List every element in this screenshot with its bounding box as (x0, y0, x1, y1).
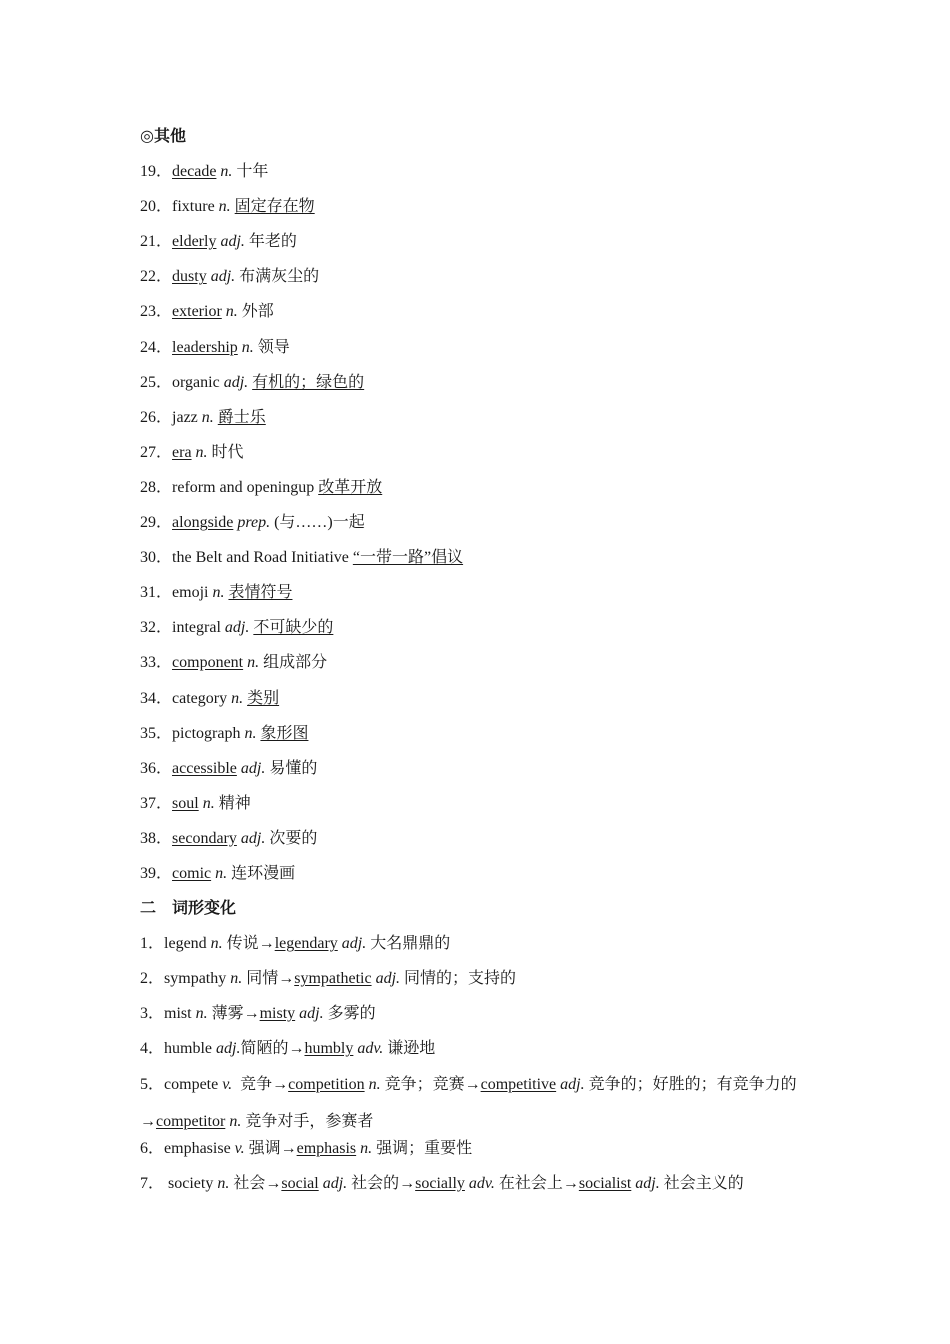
item-number: 35 (140, 724, 156, 742)
vocab-item: 37．soul n. 精神 (140, 794, 251, 812)
vocab-item: 29．alongside prep. (与……)一起 (140, 514, 365, 532)
vocab-meaning: “一带一路”倡议 (352, 549, 464, 567)
word-form-item: 1．legend n. 传说→legendary adj. 大名鼎鼎的 (140, 935, 451, 953)
item-number: 38 (140, 829, 156, 847)
part-of-speech: n. (368, 1075, 381, 1093)
part-of-speech: adj. (220, 233, 245, 251)
vocab-meaning: 时代 (211, 443, 244, 461)
word-form-item: 2．sympathy n. 同情→sympathetic adj. 同情的；支持的 (140, 970, 517, 988)
vocab-item: 28．reform and openingup 改革开放 (140, 478, 383, 496)
item-number: 26 (140, 408, 156, 426)
form-text: mist (164, 1005, 196, 1023)
vocab-meaning: 年老的 (248, 233, 297, 251)
vocab-word: leadership (172, 338, 238, 356)
vocab-meaning: 爵士乐 (217, 408, 266, 426)
item-number: 5 (140, 1075, 148, 1093)
part-of-speech: adj. (224, 619, 250, 637)
vocab-word: jazz (172, 408, 198, 426)
part-of-speech: n. (244, 724, 257, 742)
vocab-word: dusty (172, 268, 207, 286)
derived-word: competitive (480, 1075, 557, 1093)
form-text: 竞争对手，参赛者 (241, 1112, 374, 1130)
item-number: 2 (140, 970, 148, 988)
vocab-meaning: 有机的；绿色的 (252, 373, 365, 391)
vocab-word: secondary (172, 829, 237, 847)
vocab-item: 27．era n. 时代 (140, 443, 244, 461)
item-number: 28 (140, 478, 156, 496)
vocab-meaning: 连环漫画 (231, 864, 296, 882)
form-text: 强调；重要性 (372, 1139, 473, 1157)
form-text: 薄雾→ (207, 1005, 260, 1023)
vocab-word: emoji (172, 584, 209, 602)
part-of-speech: n. (218, 198, 231, 216)
vocab-item: 39．comic n. 连环漫画 (140, 864, 296, 882)
part-of-speech: adj. (635, 1174, 660, 1192)
vocab-word: component (172, 654, 244, 672)
item-number: 39 (140, 864, 156, 882)
part-of-speech: adj. (223, 373, 249, 391)
part-of-speech: n. (210, 935, 223, 953)
part-of-speech: n. (230, 970, 243, 988)
item-number: 36 (140, 759, 156, 777)
vocab-item: 22．dusty adj. 布满灰尘的 (140, 268, 320, 286)
form-text: 简陋的→ (240, 1040, 305, 1058)
item-number: 31 (140, 584, 156, 602)
derived-word: humbly (304, 1040, 354, 1058)
vocab-meaning: 精神 (218, 794, 251, 812)
part-of-speech: n. (217, 1174, 230, 1192)
vocab-item: 31．emoji n. 表情符号 (140, 584, 293, 602)
item-number: 29 (140, 514, 156, 532)
item-number: 27 (140, 443, 156, 461)
form-text: sympathy (164, 970, 231, 988)
item-number: 20 (140, 198, 156, 216)
part-of-speech: n. (195, 443, 208, 461)
vocab-item: 25．organic adj. 有机的；绿色的 (140, 373, 365, 391)
form-text: emphasise (164, 1139, 235, 1157)
part-of-speech: adj. (341, 935, 367, 953)
form-text: 竞争；竞赛→ (380, 1075, 481, 1093)
item-number: 23 (140, 303, 156, 321)
part-of-speech: v. (234, 1139, 245, 1157)
form-text: 强调→ (244, 1139, 297, 1157)
vocab-word: integral (172, 619, 221, 637)
item-number: 7 (140, 1174, 148, 1192)
vocab-item: 24．leadership n. 领导 (140, 338, 290, 356)
derived-word: sympathetic (294, 970, 372, 988)
item-number: 33 (140, 654, 156, 672)
part-of-speech: adj. (240, 759, 266, 777)
form-text: 同情的；支持的 (400, 970, 517, 988)
item-number: 30 (140, 549, 156, 567)
vocab-item: 23．exterior n. 外部 (140, 303, 274, 321)
vocab-word: reform and openingup (172, 478, 315, 496)
part-of-speech: n. (360, 1139, 373, 1157)
part-of-speech: v. (222, 1075, 233, 1093)
derived-word: social (281, 1174, 319, 1192)
derived-word: socialist (578, 1174, 632, 1192)
part-of-speech: n. (215, 864, 228, 882)
vocab-item: 34．category n. 类别 (140, 689, 280, 707)
item-number: 24 (140, 338, 156, 356)
vocab-meaning: 不可缺少的 (253, 619, 334, 637)
vocab-item: 19．decade n. 十年 (140, 163, 269, 181)
part-of-speech: prep. (237, 514, 271, 532)
section-heading-other: ◎其他 (140, 128, 186, 145)
vocab-word: alongside (172, 514, 234, 532)
vocab-meaning: 布满灰尘的 (239, 268, 320, 286)
item-number: 4 (140, 1040, 148, 1058)
item-number: 19 (140, 163, 156, 181)
form-text: 多雾的 (323, 1005, 376, 1023)
item-number: 21 (140, 233, 156, 251)
derived-word: socially (415, 1174, 465, 1192)
vocab-meaning: (与……)一起 (274, 514, 365, 532)
derived-word: emphasis (296, 1139, 357, 1157)
vocab-item: 36．accessible adj. 易懂的 (140, 759, 318, 777)
vocab-meaning: 类别 (247, 689, 280, 707)
form-text: 谦逊地 (383, 1040, 436, 1058)
part-of-speech: adj. (216, 1040, 241, 1058)
form-text: 竞争的；好胜的；有竞争力的→ (140, 1075, 797, 1130)
derived-word: competition (288, 1075, 365, 1093)
part-of-speech: n. (195, 1005, 208, 1023)
word-form-item: 6．emphasise v. 强调→emphasis n. 强调；重要性 (140, 1139, 473, 1157)
form-text: 社会主义的 (659, 1174, 744, 1192)
vocab-word: decade (172, 163, 217, 181)
form-text: compete (164, 1075, 223, 1093)
vocab-item: 32．integral adj. 不可缺少的 (140, 619, 334, 637)
vocab-meaning: 易懂的 (269, 759, 318, 777)
vocab-meaning: 表情符号 (228, 584, 293, 602)
part-of-speech: n. (201, 408, 214, 426)
derived-word: legendary (274, 935, 338, 953)
vocab-meaning: 领导 (257, 338, 290, 356)
form-text: legend (164, 935, 211, 953)
part-of-speech: adv. (357, 1040, 384, 1058)
word-forms-list (140, 933, 820, 1208)
item-number: 37 (140, 794, 156, 812)
vocab-meaning: 次要的 (269, 829, 318, 847)
part-of-speech: adv. (468, 1174, 495, 1192)
part-of-speech: n. (241, 338, 254, 356)
item-number: 1 (140, 935, 148, 953)
vocab-word: fixture (172, 198, 215, 216)
form-text: 竞争→ (232, 1075, 289, 1093)
form-text: 社会→ (229, 1174, 282, 1192)
part-of-speech: n. (212, 584, 225, 602)
item-number: 22 (140, 268, 156, 286)
part-of-speech: adj. (375, 970, 401, 988)
form-text: 同情→ (242, 970, 295, 988)
part-of-speech: n. (231, 689, 244, 707)
part-of-speech: adj. (560, 1075, 585, 1093)
vocab-word: pictograph (172, 724, 241, 742)
item-number: 34 (140, 689, 156, 707)
part-of-speech: n. (229, 1112, 242, 1130)
part-of-speech: n. (202, 794, 215, 812)
vocab-item: 26．jazz n. 爵士乐 (140, 408, 266, 426)
word-form-item: 5．compete v. 竞争→competition n. 竞争；竞赛→competitive adj. 竞争的；好胜的；有竞争力的→competitor n. 竞争对手，参赛者 (140, 1075, 797, 1130)
document-page (140, 126, 820, 1208)
word-form-item: 7． society n. 社会→social adj. 社会的→socially adv. 在社会上→socialist adj. 社会主义的 (140, 1174, 744, 1192)
word-form-item: 4．humble adj.简陋的→humbly adv. 谦逊地 (140, 1040, 436, 1058)
vocab-word: category (172, 689, 228, 707)
derived-word: misty (259, 1005, 296, 1023)
form-text: 在社会上→ (494, 1174, 579, 1192)
part-of-speech: adj. (322, 1174, 348, 1192)
vocab-list (140, 161, 820, 898)
form-text: 传说→ (222, 935, 275, 953)
part-of-speech: adj. (299, 1005, 324, 1023)
vocab-meaning: 十年 (236, 163, 269, 181)
item-number: 3 (140, 1005, 148, 1023)
vocab-meaning: 改革开放 (318, 478, 383, 496)
vocab-word: accessible (172, 759, 237, 777)
vocab-meaning: 外部 (241, 303, 274, 321)
part-of-speech: n. (247, 654, 260, 672)
vocab-word: organic (172, 373, 220, 391)
vocab-word: era (172, 443, 192, 461)
vocab-item: 21．elderly adj. 年老的 (140, 233, 297, 251)
item-number: 32 (140, 619, 156, 637)
vocab-word: elderly (172, 233, 217, 251)
item-number: 25 (140, 373, 156, 391)
vocab-meaning: 固定存在物 (234, 198, 315, 216)
vocab-word: soul (172, 794, 199, 812)
vocab-word: exterior (172, 303, 222, 321)
form-text: society (164, 1174, 218, 1192)
section-heading-word-forms: 二 词形变化 (140, 900, 237, 918)
derived-word: competitor (156, 1112, 226, 1130)
vocab-item: 38．secondary adj. 次要的 (140, 829, 318, 847)
vocab-item: 35．pictograph n. 象形图 (140, 724, 309, 742)
vocab-word: the Belt and Road Initiative (172, 549, 349, 567)
word-form-item: 3．mist n. 薄雾→misty adj. 多雾的 (140, 1005, 376, 1023)
form-text: humble (164, 1040, 217, 1058)
part-of-speech: n. (220, 163, 233, 181)
part-of-speech: adj. (210, 268, 236, 286)
vocab-word: comic (172, 864, 212, 882)
vocab-meaning: 组成部分 (263, 654, 328, 672)
part-of-speech: n. (225, 303, 238, 321)
form-text: 社会的→ (347, 1174, 416, 1192)
vocab-item: 30．the Belt and Road Initiative “一带一路”倡议 (140, 549, 464, 567)
part-of-speech: adj. (240, 829, 266, 847)
vocab-item: 20．fixture n. 固定存在物 (140, 198, 315, 216)
item-number: 6 (140, 1139, 148, 1157)
vocab-meaning: 象形图 (260, 724, 309, 742)
form-text: 大名鼎鼎的 (366, 935, 451, 953)
vocab-item: 33．component n. 组成部分 (140, 654, 328, 672)
